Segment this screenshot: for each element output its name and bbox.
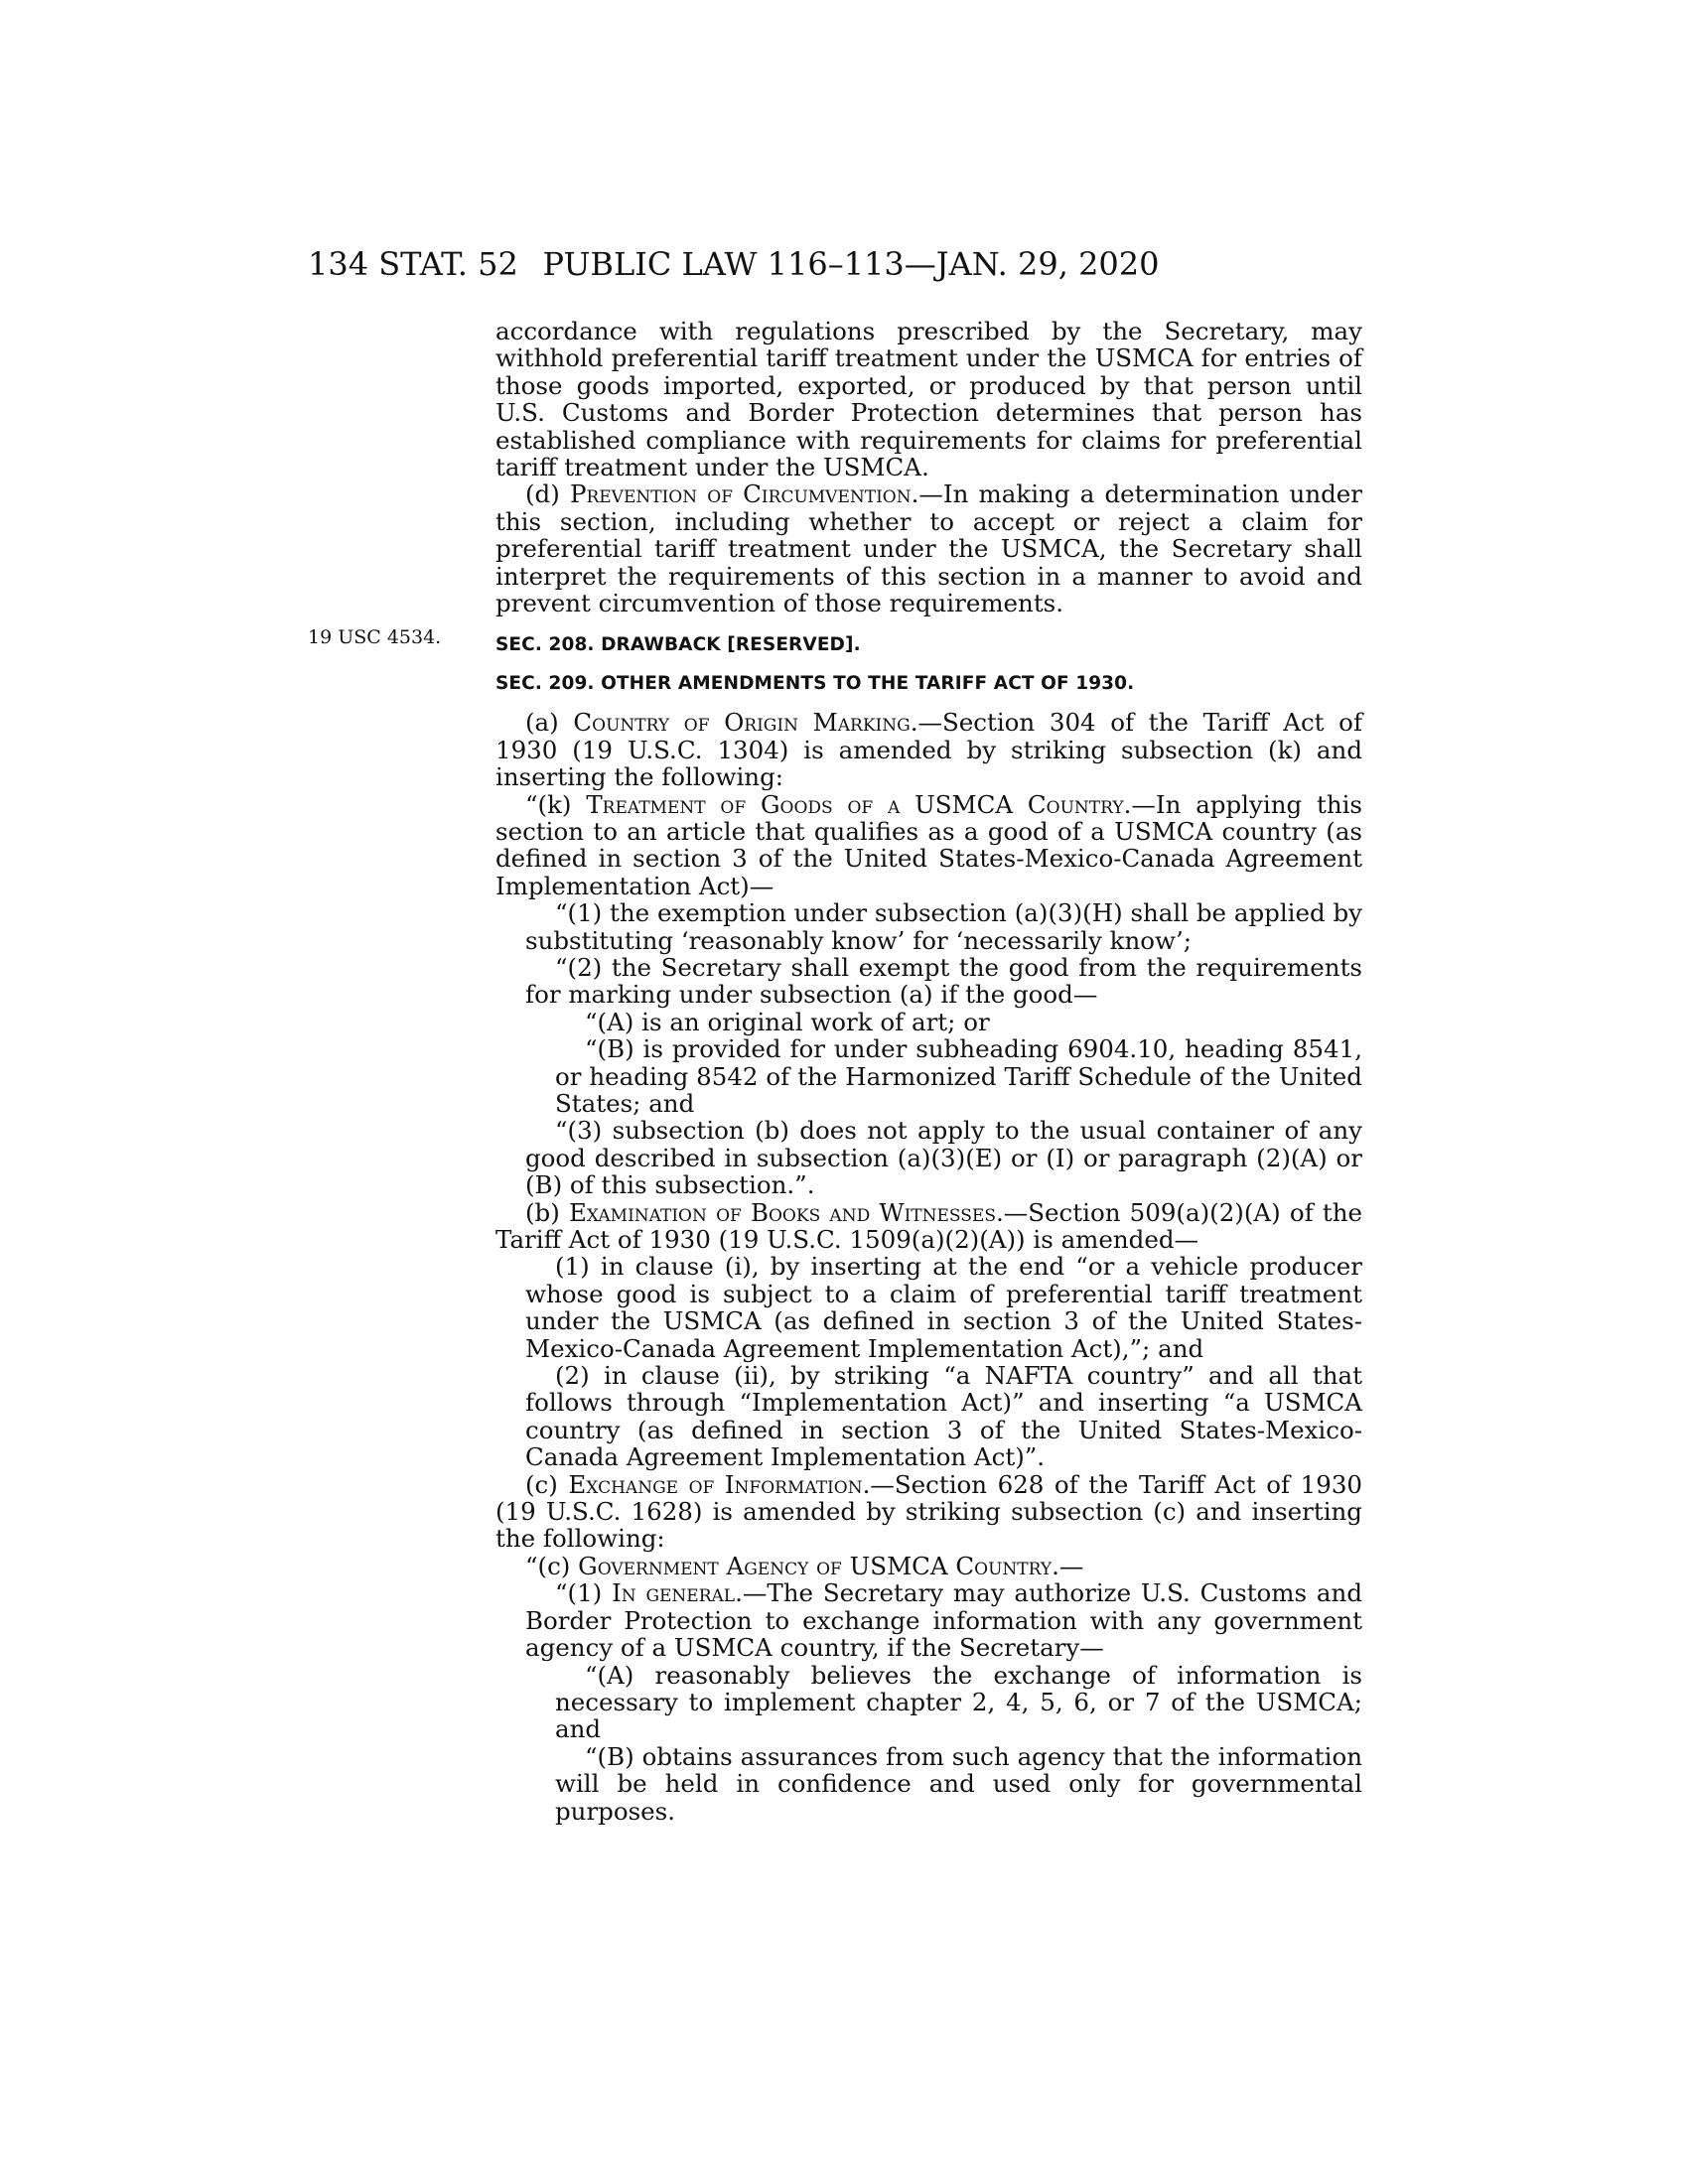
paragraph-c1: “(1) In general.—The Secretary may authorize U.S. Customs and Border Protection to exchange information with any government agency of a USMCA country, if the Secretary— — [525, 1578, 1363, 1663]
quoted-subsection-k: “(k) Treatment of Goods of a USMCA Country.—In applying this section to an article that qualifies as a good of a USMCA country (as defined in section 3 of the United States-Mexico-Canada Agreement Implementation Act)— — [495, 789, 1363, 900]
paragraph-k3: “(3) subsection (b) does not apply to the usual container of any good described in subsection (a)(3)(E) or (I) or paragraph (2)(A) or (B) of this subsection.”. — [525, 1116, 1362, 1200]
subsection-b: (b) Examination of Books and Witnesses.—Section 509(a)(2)(A) of the Tariff Act of 1930 (19 U.S.C. 1509(a)(2)(A)) is amended— — [495, 1197, 1363, 1254]
subsection-heading: Government Agency of USMCA Country — [578, 1551, 1053, 1580]
subsection-d: (d) Prevention of Circumvention.—In making a determination under this section, including whether to accept or reject a claim for preferential tariff treatment under the USMCA, the Secretary shall interpret the requirements of this section in a manner to avoid and prevent circumvention of those requirements. — [495, 479, 1363, 618]
subsection-heading: Examination of Books and Witnesses — [569, 1197, 996, 1227]
subsection-heading: Country of Origin Marking — [573, 708, 911, 738]
section-209-heading: SEC. 209. OTHER AMENDMENTS TO THE TARIFF ACT OF 1930. — [495, 672, 1135, 694]
quoted-subsection-c: “(c) Government Agency of USMCA Country.— — [525, 1551, 1084, 1580]
paragraph-continuation: accordance with regulations prescribed by the Secretary, may withhold preferential tariff treatment under the USMCA for entries of those goods imported, exported, or produced by that person until U.S. Customs and Border Protection determines that person has established compliance with requirements for claims for preferential tariff treatment under the USMCA. — [495, 317, 1362, 482]
public-law-title: PUBLIC LAW 116–113—JAN. 29, 2020 — [542, 245, 1160, 283]
subparagraph-k2A: “(A) is an original work of art; or — [585, 1007, 990, 1036]
subparagraph-c1A: “(A) reasonably believes the exchange of information is necessary to implement chapter 2, 4, 5, 6, or 7 of the USMCA; and — [555, 1660, 1362, 1744]
subsection-a: (a) Country of Origin Marking.—Section 304 of the Tariff Act of 1930 (19 U.S.C. 1304) is amended by striking subsection (k) and inserting the following: — [495, 708, 1363, 792]
subsection-heading: Prevention of Circumvention — [569, 479, 912, 509]
section-208-heading: SEC. 208. DRAWBACK [RESERVED]. — [495, 634, 861, 656]
paragraph-k1: “(1) the exemption under subsection (a)(3)(H) shall be applied by substituting ‘reasonably know’ for ‘necessarily know’; — [525, 898, 1362, 955]
margin-citation: 19 USC 4534. — [308, 626, 442, 648]
page-stat-citation: 134 STAT. 52 — [308, 245, 518, 283]
running-header — [0, 245, 1688, 283]
subsection-heading: Treatment of Goods of a USMCA Country — [586, 789, 1124, 819]
paragraph-b1: (1) in clause (i), by inserting at the end “or a vehicle producer whose good is subject to a claim of preferential tariff treatment under the USMCA (as defined in section 3 of the United States-Mexico-Canada Agreement Implementation Act),”; and — [525, 1252, 1362, 1363]
subsection-c: (c) Exchange of Information.—Section 628 of the Tariff Act of 1930 (19 U.S.C. 1628) is amended by striking subsection (c) and inserting the following: — [495, 1469, 1362, 1554]
document-body — [495, 318, 1362, 1825]
subparagraph-k2B: “(B) is provided for under subheading 6904.10, heading 8541, or heading 8542 of the Harmonized Tariff Schedule of the United States; and — [555, 1034, 1362, 1118]
subsection-heading: Exchange of Information — [568, 1469, 863, 1499]
paragraph-b2: (2) in clause (ii), by striking “a NAFTA country” and all that follows through “Implementation Act)” and inserting “a USMCA country (as defined in section 3 of the United States-Mexico-Canada Agreement Implementation Act)”. — [525, 1361, 1362, 1472]
paragraph-heading: In general — [612, 1578, 736, 1608]
subparagraph-c1B: “(B) obtains assurances from such agency that the information will be held in confidence and used only for governmental purposes. — [555, 1741, 1362, 1826]
paragraph-k2: “(2) the Secretary shall exempt the good from the requirements for marking under subsection (a) if the good— — [525, 952, 1362, 1010]
